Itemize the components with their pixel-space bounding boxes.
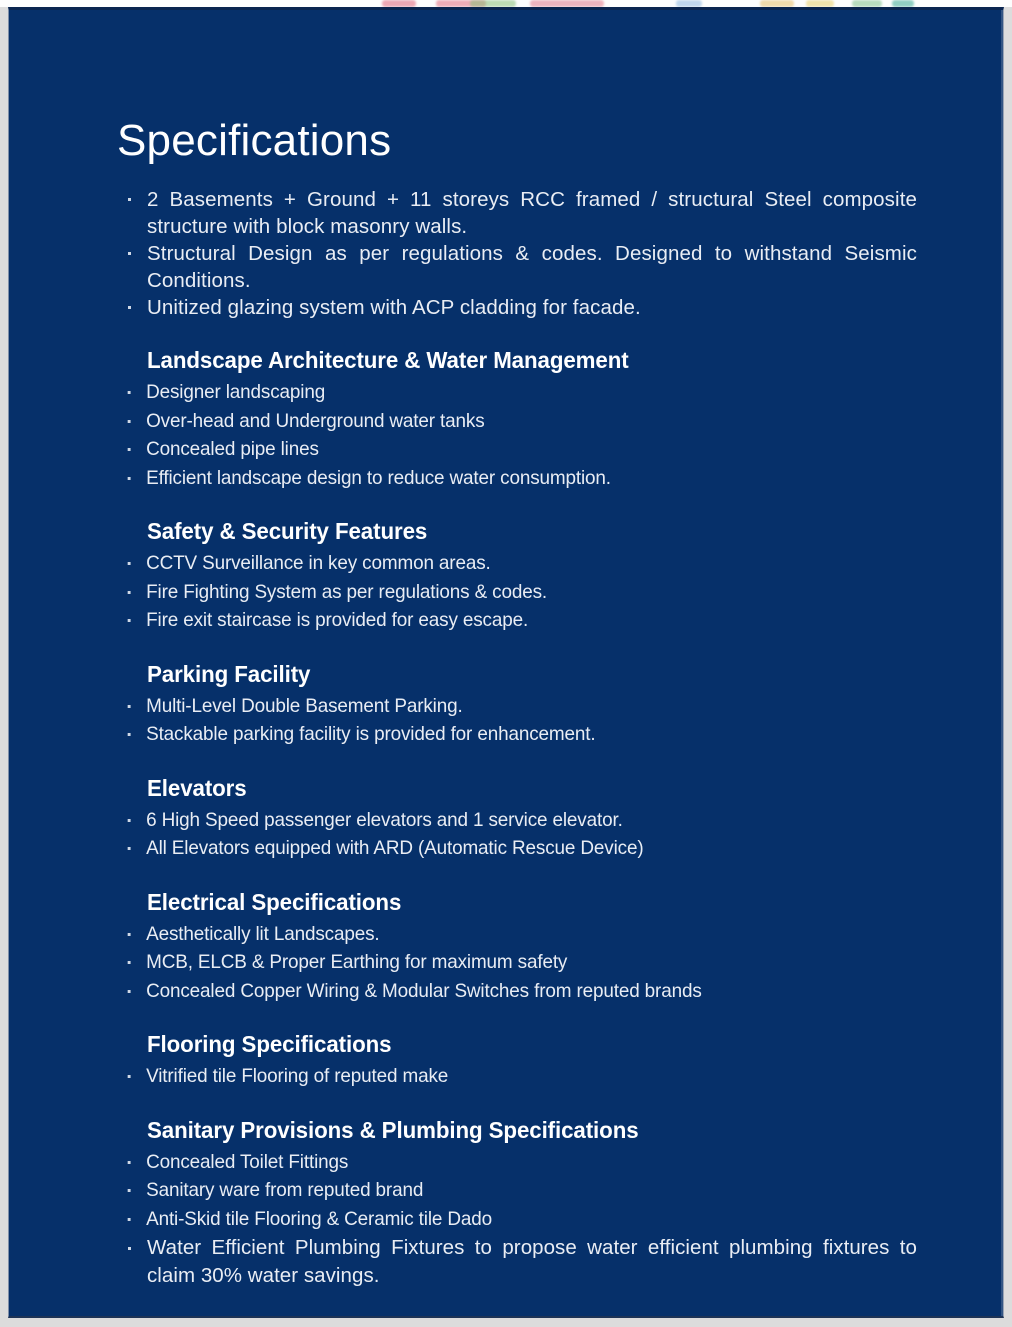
section-title: Landscape Architecture & Water Management [147,347,629,374]
intro-bullet-item: Unitized glazing system with ACP cladding for facade. [117,294,917,321]
spec-section [117,661,917,749]
section-list [117,347,917,1290]
logo-color-blob [852,0,882,7]
section-bullet-item: 6 High Speed passenger elevators and 1 service elevator. [117,807,893,835]
section-bullet-item: Vitrified tile Flooring of reputed make [117,1063,893,1091]
section-bullet-item: Anti-Skid tile Flooring & Ceramic tile Dado [117,1206,893,1234]
logo-color-blob [892,0,914,7]
page-title: Specifications [117,116,392,165]
section-bullet-item: Multi-Level Double Basement Parking. [117,693,893,721]
section-bullet-item: All Elevators equipped with ARD (Automatic Rescue Device) [117,835,893,863]
section-bullet-item: Stackable parking facility is provided for enhancement. [117,721,893,749]
section-bullet-item: Fire exit staircase is provided for easy escape. [117,607,893,635]
spec-section [117,347,917,492]
section-bullet-list [117,379,917,492]
section-bullet-item: Aesthetically lit Landscapes. [117,921,893,949]
section-bullet-item: CCTV Surveillance in key common areas. [117,550,893,578]
specifications-content [117,118,917,1291]
section-title: Sanitary Provisions & Plumbing Specifications [147,1116,639,1143]
section-title: Elevators [147,774,247,801]
section-bullet-item: MCB, ELCB & Proper Earthing for maximum safety [117,949,893,977]
intro-bullet-item: Structural Design as per regulations & codes. Designed to withstand Seismic Conditions. [117,240,917,294]
section-bullet-item: Sanitary ware from reputed brand [117,1177,893,1205]
intro-bullet-item: 2 Basements + Ground + 11 storeys RCC framed / structural Steel composite structure with block masonry walls. [117,186,917,240]
section-bullet-item: Efficient landscape design to reduce water consumption. [117,465,893,493]
section-title: Electrical Specifications [147,888,402,915]
logo-color-blob [676,0,702,7]
section-title: Safety & Security Features [147,518,428,545]
section-title: Flooring Specifications [147,1031,392,1058]
section-bullet-item: Designer landscaping [117,379,893,407]
spec-section [117,889,917,1006]
section-title: Parking Facility [147,660,311,687]
logo-color-blob [470,0,516,7]
spec-section [117,518,917,635]
logo-color-blob [530,0,604,7]
specifications-panel [8,7,1004,1318]
section-bullet-list [117,807,917,863]
section-bullet-list [117,550,917,635]
spec-section [117,1117,917,1291]
section-bullet-list [117,693,917,749]
section-bullet-item: Concealed Copper Wiring & Modular Switches from reputed brands [117,978,893,1006]
spec-section [117,775,917,863]
spec-section [117,1031,917,1091]
section-bullet-item: Water Efficient Plumbing Fixtures to propose water efficient plumbing fixtures to claim 30% water savings. [117,1234,917,1290]
section-bullet-item: Over-head and Underground water tanks [117,408,893,436]
logo-color-blob [382,0,416,7]
logo-color-blob [760,0,794,7]
section-bullet-item: Concealed Toilet Fittings [117,1149,893,1177]
section-bullet-list [117,1149,917,1291]
cropped-logo-strip [0,0,1012,7]
logo-color-blob [806,0,834,7]
section-bullet-item: Concealed pipe lines [117,436,893,464]
intro-bullet-list [117,186,917,321]
section-bullet-item: Fire Fighting System as per regulations & codes. [117,579,893,607]
section-bullet-list [117,921,917,1006]
section-bullet-list [117,1063,917,1091]
